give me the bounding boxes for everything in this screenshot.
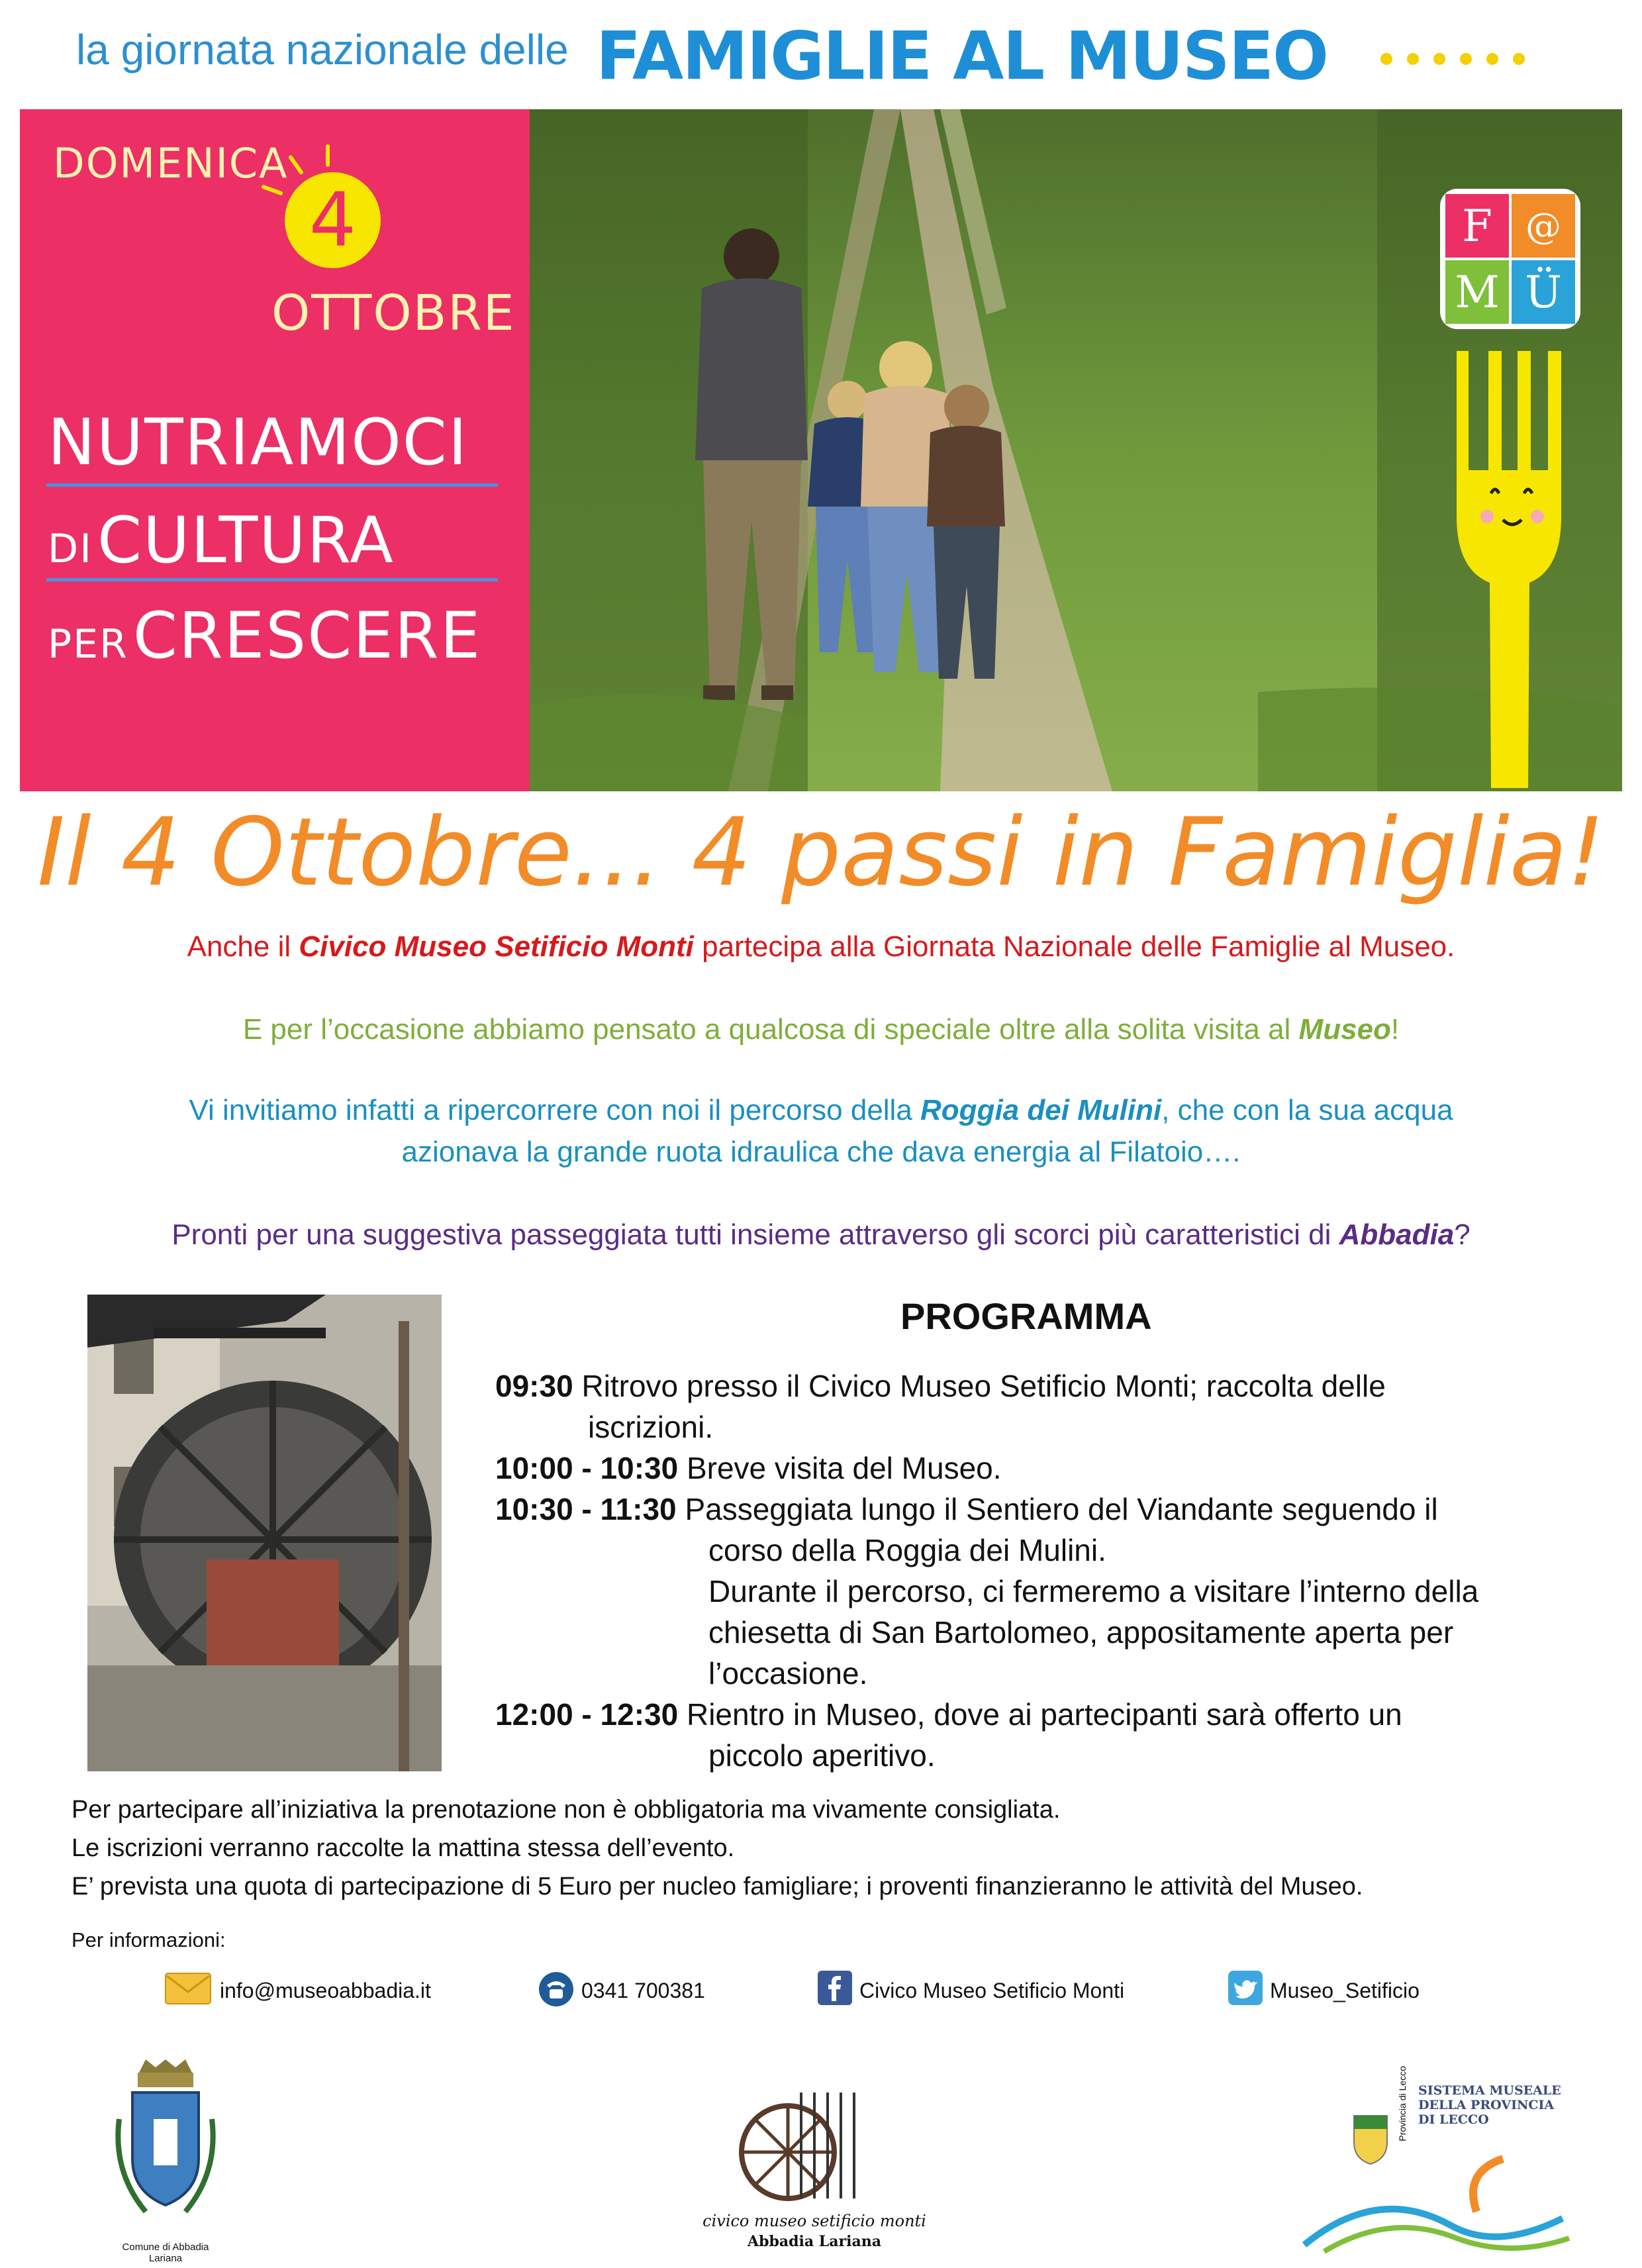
intro-paragraph-4 <box>0 1218 1642 1252</box>
main-title: Il 4 Ottobre... 4 passi in Famiglia! <box>37 798 1605 907</box>
schedule-text: Breve visita del Museo. <box>686 1451 1002 1485</box>
p4-abbadia: Abbadia <box>1339 1218 1455 1251</box>
header-title: FAMIGLIE AL MUSEO <box>596 17 1328 95</box>
sun-ray <box>326 144 330 167</box>
hero-rule <box>46 483 498 487</box>
logo-tile-f: F <box>1445 194 1509 258</box>
mill-wheel-logo-icon <box>689 2086 940 2205</box>
hero-rule <box>46 578 498 581</box>
logo-tile-u: Ü <box>1512 260 1575 324</box>
note-line: Per partecipare all’iniziativa la prenotazione non è obbligatoria ma vivamente consigliata. <box>72 1796 1061 1824</box>
note-line: Le iscrizioni verranno raccolte la mattina stessa dell’evento. <box>72 1834 735 1862</box>
facebook-link[interactable]: Civico Museo Setificio Monti <box>859 1979 1125 2002</box>
water-wheel-illustration <box>87 1295 442 1771</box>
twitter-icon <box>1228 1971 1263 2005</box>
hero-line-3-main: CRESCERE <box>132 599 482 673</box>
phone-icon <box>538 1971 575 2008</box>
p1-text-c: partecipa alla Giornata Nazionale delle Famiglie al Museo. <box>693 930 1455 963</box>
schedule-time: 10:30 - 11:30 <box>495 1492 677 1526</box>
schedule-item-3-cont: chiesetta di San Bartolomeo, appositamente aperta per <box>708 1615 1454 1650</box>
p1-text-a: Anche il <box>187 930 299 963</box>
intro-paragraph-2 <box>0 1013 1642 1046</box>
schedule-item-1-cont: iscrizioni. <box>588 1410 714 1444</box>
schedule-text: Ritrovo presso il Civico Museo Setificio Monti; raccolta delle <box>581 1369 1386 1403</box>
schedule-time: 12:00 - 12:30 <box>495 1697 679 1732</box>
p2-text-a: E per l’occasione abbiamo pensato a qualcosa di speciale oltre alla solita visita al <box>242 1013 1299 1046</box>
coat-of-arms-icon <box>106 2059 225 2238</box>
schedule-item-2 <box>495 1450 1002 1486</box>
water-wheel-photo <box>87 1295 442 1771</box>
header-prefix: la giornata nazionale delle <box>76 26 569 74</box>
intro-paragraph-1 <box>0 930 1642 963</box>
envelope-icon <box>164 1971 212 2005</box>
p4-text-a: Pronti per una suggestiva passeggiata tutti insieme attraverso gli scorci più caratteristici di <box>171 1218 1339 1251</box>
p1-museum-name: Civico Museo Setificio Monti <box>299 930 694 963</box>
museo-setificio-logo <box>689 2086 940 2251</box>
schedule-item-4-cont: piccolo aperitivo. <box>708 1738 936 1773</box>
schedule-item-3-cont: l’occasione. <box>708 1656 868 1691</box>
p3-text-c: , che con la sua acqua <box>1161 1094 1453 1126</box>
schedule-item-1 <box>495 1368 1386 1404</box>
hero-line-2 <box>48 503 395 577</box>
hero-line-3 <box>48 599 481 673</box>
hero-line-2-main: CULTURA <box>97 503 395 577</box>
comune-crest-logo <box>106 2059 225 2264</box>
lake-waves-icon <box>1298 2145 1576 2258</box>
schedule-text: Rientro in Museo, dove ai partecipanti sarà offerto un <box>686 1697 1402 1732</box>
header-dots <box>1380 53 1539 68</box>
intro-paragraph-3 <box>0 1094 1642 1127</box>
logo-tile-snail: @ <box>1512 194 1575 258</box>
date-month: OTTOBRE <box>271 285 516 342</box>
p2-text-c: ! <box>1390 1013 1400 1046</box>
p4-text-c: ? <box>1454 1218 1471 1251</box>
p3-roggia: Roggia dei Mulini <box>920 1094 1162 1126</box>
date-number-badge <box>285 172 381 268</box>
famiglie-al-museo-logo <box>1440 189 1580 329</box>
comune-caption: Comune di Abbadia Lariana <box>122 2242 209 2264</box>
logo-tile-m: M <box>1445 260 1509 324</box>
hero-line-3-small: PER <box>48 621 128 667</box>
schedule-item-3-cont: corso della Roggia dei Mulini. <box>708 1533 1106 1567</box>
museo-logo-line2: Abbadia Lariana <box>748 2233 881 2250</box>
date-number: 4 <box>309 177 357 264</box>
sistema-museale-logo <box>1298 2059 1576 2258</box>
schedule-text: Passeggiata lungo il Sentiero del Viandante seguendo il <box>685 1492 1438 1526</box>
sistema-line3: DI LECCO <box>1418 2112 1489 2127</box>
sistema-text <box>1418 2083 1561 2127</box>
fork-mascot-icon <box>1450 351 1569 788</box>
schedule-time: 10:00 - 10:30 <box>495 1451 679 1485</box>
schedule-time: 09:30 <box>495 1369 573 1403</box>
facebook-icon <box>818 1971 852 2005</box>
provincia-caption: Provincia di Lecco <box>1397 2066 1408 2142</box>
programma-title: PROGRAMMA <box>900 1295 1152 1337</box>
p2-museo: Museo <box>1298 1013 1391 1046</box>
museo-logo-line1: civico museo setificio monti <box>702 2212 926 2230</box>
hero-line-2-small: DI <box>48 526 93 572</box>
phone-number[interactable]: 0341 700381 <box>581 1979 705 2002</box>
hero-line-1: NUTRIAMOCI <box>48 405 469 479</box>
date-day: DOMENICA <box>53 139 289 187</box>
schedule-item-3-cont: Durante il percorso, ci fermeremo a visitare l’interno della <box>708 1574 1479 1608</box>
info-label: Per informazioni: <box>72 1928 226 1951</box>
sistema-line1: SISTEMA MUSEALE <box>1418 2083 1561 2098</box>
intro-paragraph-3b: azionava la grande ruota idraulica che dava energia al Filatoio…. <box>401 1136 1241 1168</box>
p3-text-a: Vi invitiamo infatti a ripercorrere con noi il percorso della <box>189 1094 921 1126</box>
schedule-item-3 <box>495 1491 1438 1527</box>
twitter-link[interactable]: Museo_Setificio <box>1270 1979 1420 2002</box>
schedule-item-4 <box>495 1697 1402 1732</box>
sistema-line2: DELLA PROVINCIA <box>1418 2098 1555 2112</box>
email-link[interactable]: info@museoabbadia.it <box>220 1979 431 2002</box>
note-line: E’ prevista una quota di partecipazione di 5 Euro per nucleo famigliare; i proventi finanzieranno le attività del Museo. <box>72 1873 1363 1900</box>
